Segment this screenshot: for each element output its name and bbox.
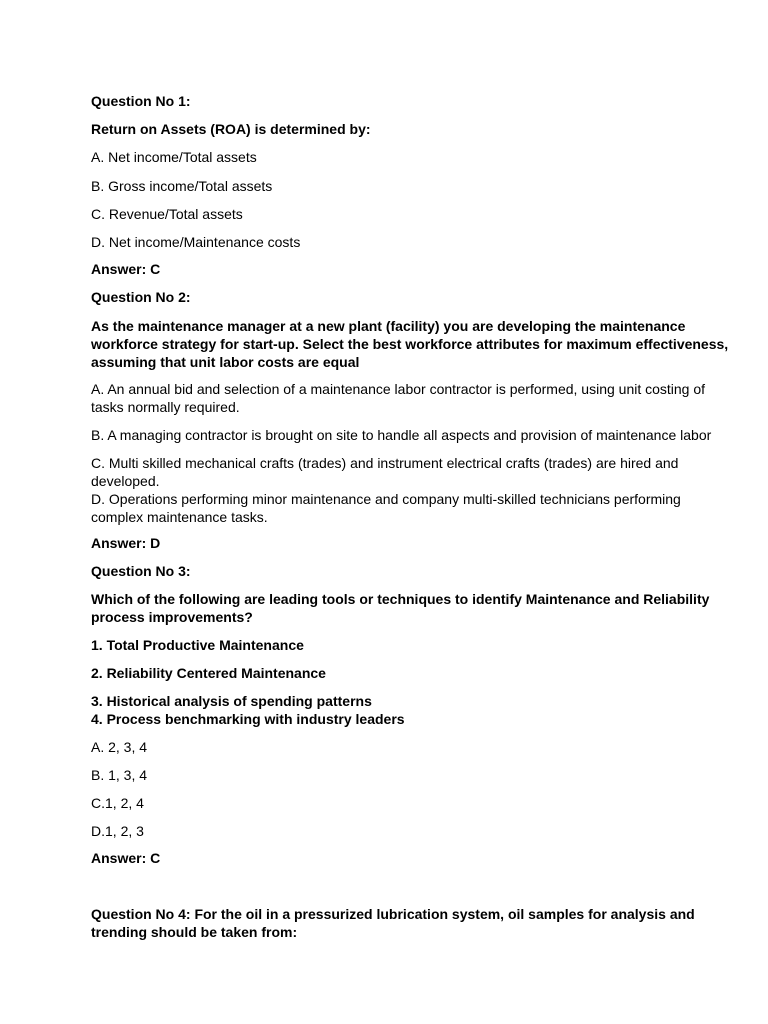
q3-item-2: 2. Reliability Centered Maintenance	[91, 665, 326, 681]
q3-option-c: C.1, 2, 4	[91, 795, 144, 811]
q3-answer: Answer: C	[91, 850, 161, 866]
q3-item-4: 4. Process benchmarking with industry leaders	[91, 711, 405, 727]
q2-answer: Answer: D	[91, 535, 161, 551]
q2-option-c-line-2: developed.	[91, 473, 160, 489]
q2-question-line-2: workforce strategy for start-up. Select the best workforce attributes for maximum effectiveness,	[91, 336, 729, 352]
q3-heading: Question No 3:	[91, 563, 191, 579]
q1-option-b: B. Gross income/Total assets	[91, 178, 273, 194]
q2-option-d-line-2: complex maintenance tasks.	[91, 509, 268, 525]
q1-question: Return on Assets (ROA) is determined by:	[91, 121, 371, 137]
q3-question-line-2: process improvements?	[91, 609, 253, 625]
q3-option-a: A. 2, 3, 4	[91, 739, 148, 755]
q1-heading: Question No 1:	[91, 93, 191, 109]
q2-heading: Question No 2:	[91, 289, 191, 305]
q1-option-d: D. Net income/Maintenance costs	[91, 234, 301, 250]
q2-option-a-line-2: tasks normally required.	[91, 399, 240, 415]
q3-question-line-1: Which of the following are leading tools or techniques to identify Maintenance and Reliability	[91, 591, 710, 607]
q2-option-c-line-1: C. Multi skilled mechanical crafts (trades) and instrument electrical crafts (trades) are hired and	[91, 455, 679, 471]
q2-option-a-line-1: A. An annual bid and selection of a maintenance labor contractor is performed, using unit costing of	[91, 381, 706, 397]
q3-option-b: B. 1, 3, 4	[91, 767, 148, 783]
q4-question-line-2: trending should be taken from:	[91, 924, 298, 940]
q1-option-c: C. Revenue/Total assets	[91, 206, 243, 222]
q4-question-line-1: Question No 4: For the oil in a pressurized lubrication system, oil samples for analysis and	[91, 906, 695, 922]
q3-item-1: 1. Total Productive Maintenance	[91, 637, 304, 653]
q2-question-line-3: assuming that unit labor costs are equal	[91, 354, 360, 370]
q2-option-d-line-1: D. Operations performing minor maintenance and company multi-skilled technicians performing	[91, 491, 681, 507]
q1-answer: Answer: C	[91, 261, 161, 277]
q2-option-b: B. A managing contractor is brought on site to handle all aspects and provision of maintenance labor	[91, 427, 712, 443]
q3-option-d: D.1, 2, 3	[91, 823, 144, 839]
q2-question-line-1: As the maintenance manager at a new plant (facility) you are developing the maintenance	[91, 318, 686, 334]
q1-option-a: A. Net income/Total assets	[91, 149, 257, 165]
q3-item-3: 3. Historical analysis of spending patterns	[91, 693, 372, 709]
